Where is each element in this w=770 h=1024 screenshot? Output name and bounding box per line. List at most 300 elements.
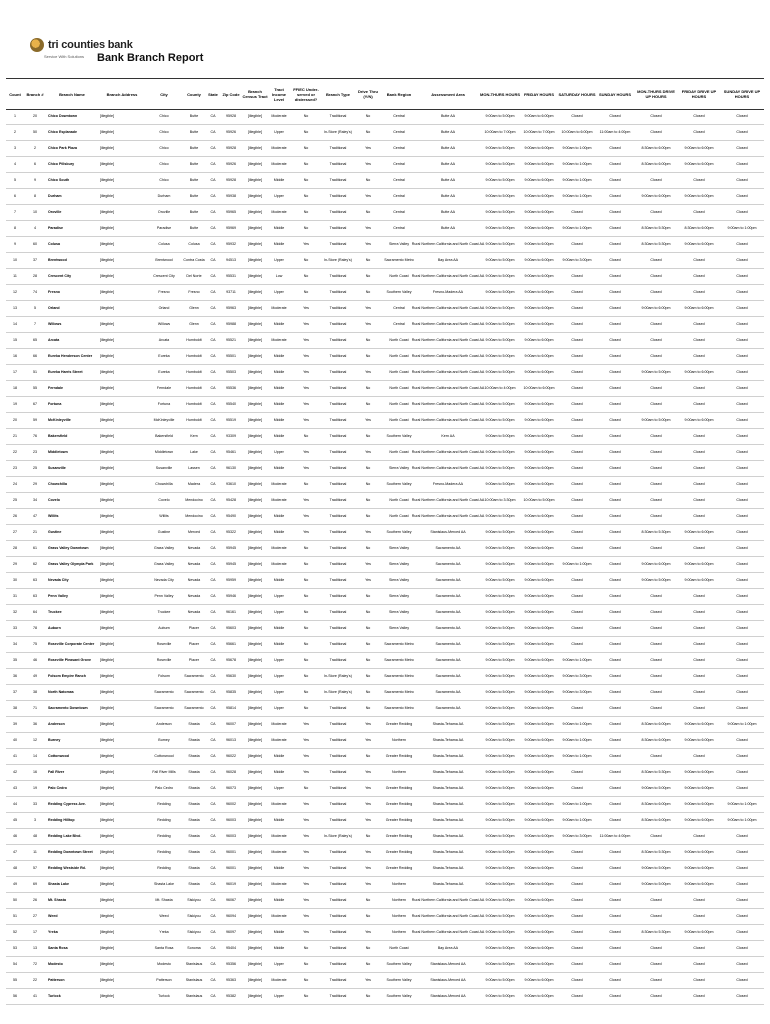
table-cell: [illegible] bbox=[248, 338, 262, 342]
table-cell: 49 bbox=[13, 882, 17, 886]
table-cell: Closed bbox=[650, 978, 662, 982]
table-cell: [illegible] bbox=[100, 242, 114, 246]
table-cell: Greater Redding bbox=[385, 834, 413, 838]
table-cell: Northern bbox=[392, 738, 406, 742]
table-cell: Closed bbox=[609, 722, 621, 726]
table-cell: Middle bbox=[273, 578, 285, 582]
table-cell: 9:00am to 5:00pm bbox=[641, 786, 671, 790]
table-cell: Closed bbox=[693, 290, 705, 294]
table-cell: 11:00am to 4:00pm bbox=[599, 130, 631, 134]
table-cell: 29 bbox=[33, 482, 37, 486]
table-row bbox=[6, 524, 764, 541]
table-cell: Closed bbox=[571, 450, 583, 454]
table-cell: Traditional bbox=[329, 194, 347, 198]
table-cell: 38 bbox=[13, 706, 17, 710]
table-cell: Closed bbox=[609, 994, 621, 998]
table-cell: CA bbox=[210, 546, 216, 550]
table-cell: [illegible] bbox=[100, 434, 114, 438]
table-cell: 95461 bbox=[226, 450, 236, 454]
table-cell: Yes bbox=[303, 354, 309, 358]
table-cell: 9:00am to 6:00pm bbox=[524, 594, 554, 598]
table-row bbox=[6, 124, 764, 141]
column-header: Branch Census Tract bbox=[242, 89, 268, 99]
table-cell: 31 bbox=[13, 594, 17, 598]
table-cell: 16 bbox=[33, 770, 37, 774]
table-cell: Closed bbox=[650, 258, 662, 262]
table-cell: [illegible] bbox=[248, 594, 262, 598]
table-cell: [illegible] bbox=[100, 354, 114, 358]
table-cell: Rural Northern California and North Coast AA bbox=[411, 386, 485, 390]
table-cell: Yes bbox=[365, 722, 371, 726]
table-cell: 95404 bbox=[226, 946, 236, 950]
table-cell: CA bbox=[210, 514, 216, 518]
table-cell: Closed bbox=[609, 930, 621, 934]
table-cell: 45 bbox=[13, 818, 17, 822]
table-cell: Upper bbox=[274, 994, 284, 998]
table-cell: Closed bbox=[609, 242, 621, 246]
table-cell: Middletown bbox=[154, 450, 174, 454]
table-cell: 28 bbox=[33, 274, 37, 278]
table-cell: 9:00am to 5:00pm bbox=[485, 866, 515, 870]
table-cell: Chico Esplanade bbox=[48, 130, 77, 134]
table-cell: 36 bbox=[33, 722, 37, 726]
table-cell: [illegible] bbox=[100, 466, 114, 470]
table-cell: Traditional bbox=[329, 962, 347, 966]
table-cell: Moderate bbox=[271, 498, 287, 502]
table-cell: Brentwood bbox=[155, 258, 173, 262]
table-cell: Gustine bbox=[157, 530, 171, 534]
table-cell: Closed bbox=[693, 642, 705, 646]
table-cell: Closed bbox=[693, 450, 705, 454]
table-row bbox=[6, 972, 764, 989]
table-cell: No bbox=[365, 498, 371, 502]
table-cell: 51 bbox=[33, 370, 37, 374]
table-cell: 9:00am to 6:00pm bbox=[524, 850, 554, 854]
table-cell: 8:30am to 6:00pm bbox=[641, 146, 671, 150]
table-cell: Nevada bbox=[187, 578, 201, 582]
table-cell: 9:00am to 6:00pm bbox=[524, 738, 554, 742]
table-cell: 8:30am to 5:30pm bbox=[641, 242, 671, 246]
column-header: SATURDAY HOURS bbox=[558, 91, 596, 97]
table-cell: Closed bbox=[609, 594, 621, 598]
table-cell: [illegible] bbox=[248, 162, 262, 166]
table-cell: Closed bbox=[571, 914, 583, 918]
table-cell: Closed bbox=[650, 674, 662, 678]
bank-name: tri counties bank bbox=[48, 39, 133, 51]
table-cell: North Coast bbox=[389, 338, 409, 342]
table-cell: No bbox=[303, 658, 309, 662]
table-cell: [illegible] bbox=[100, 114, 114, 118]
table-cell: 9:00am to 1:00pm bbox=[562, 818, 592, 822]
table-cell: Butte bbox=[189, 226, 199, 230]
table-cell: CA bbox=[210, 802, 216, 806]
table-cell: No bbox=[303, 946, 309, 950]
table-cell: Closed bbox=[609, 818, 621, 822]
table-cell: CA bbox=[210, 994, 216, 998]
table-cell: 8:30am to 6:00pm bbox=[641, 738, 671, 742]
table-cell: [illegible] bbox=[100, 962, 114, 966]
table-cell: Central bbox=[393, 306, 405, 310]
table-cell: 9:00am to 5:00pm bbox=[641, 370, 671, 374]
table-cell: 9:00am to 6:00pm bbox=[524, 578, 554, 582]
table-cell: No bbox=[365, 690, 371, 694]
table-cell: Closed bbox=[650, 610, 662, 614]
table-cell: 8 bbox=[34, 194, 36, 198]
table-cell: [illegible] bbox=[100, 946, 114, 950]
table-cell: Closed bbox=[736, 626, 748, 630]
table-cell: Closed bbox=[571, 898, 583, 902]
table-cell: [illegible] bbox=[100, 562, 114, 566]
table-cell: 9:00am to 5:00pm bbox=[485, 610, 515, 614]
table-cell: 95814 bbox=[226, 706, 236, 710]
table-cell: Northern bbox=[392, 770, 406, 774]
table-cell: CA bbox=[210, 898, 216, 902]
table-cell: Closed bbox=[609, 690, 621, 694]
table-cell: Yes bbox=[365, 818, 371, 822]
table-cell: Truckee bbox=[157, 610, 171, 614]
table-cell: Closed bbox=[736, 786, 748, 790]
table-cell: Closed bbox=[736, 946, 748, 950]
table-cell: 9:00am to 6:00pm bbox=[524, 882, 554, 886]
table-cell: 8:30am to 6:00pm bbox=[684, 226, 714, 230]
table-cell: 12 bbox=[13, 290, 17, 294]
table-cell: 95926 bbox=[226, 130, 236, 134]
table-cell: Yes bbox=[303, 338, 309, 342]
table-cell: Shasta-Tehama AA bbox=[432, 866, 464, 870]
table-cell: Lake bbox=[190, 450, 198, 454]
table-cell: [illegible] bbox=[100, 258, 114, 262]
table-cell: Stanislaus-Merced AA bbox=[430, 978, 466, 982]
table-cell: Moderate bbox=[271, 882, 287, 886]
table-cell: Butte bbox=[189, 162, 199, 166]
table-cell: No bbox=[303, 274, 309, 278]
table-cell: Closed bbox=[571, 338, 583, 342]
table-cell: 9:00am to 6:00pm bbox=[524, 802, 554, 806]
table-cell: Middle bbox=[273, 322, 285, 326]
table-cell: No bbox=[303, 178, 309, 182]
table-cell: Traditional bbox=[329, 322, 347, 326]
table-cell: Shasta-Tehama AA bbox=[432, 802, 464, 806]
table-row bbox=[6, 316, 764, 333]
column-header: MON-THURS DRIVE UP HOURS bbox=[637, 89, 675, 99]
table-cell: Traditional bbox=[329, 946, 347, 950]
table-cell: 9:00am to 5:00pm bbox=[485, 626, 515, 630]
table-cell: Crescent City bbox=[48, 274, 72, 278]
table-cell: Butte bbox=[189, 130, 199, 134]
table-cell: Traditional bbox=[329, 754, 347, 758]
table-cell: Closed bbox=[736, 178, 748, 182]
table-cell: Central bbox=[393, 194, 405, 198]
table-cell: 56 bbox=[13, 994, 17, 998]
table-cell: 9:00am to 6:00pm bbox=[641, 562, 671, 566]
table-cell: 9:00am to 1:00pm bbox=[562, 802, 592, 806]
table-cell: 9:00am to 5:00pm bbox=[485, 642, 515, 646]
table-cell: CA bbox=[210, 786, 216, 790]
table-cell: Oroville bbox=[48, 210, 62, 214]
table-cell: 6 bbox=[34, 162, 36, 166]
table-cell: 9:00am to 5:00pm bbox=[485, 322, 515, 326]
table-cell: Traditional bbox=[329, 642, 347, 646]
table-cell: Shasta-Tehama AA bbox=[432, 850, 464, 854]
column-header: Drive Thru (Y/N) bbox=[357, 89, 378, 99]
table-cell: Folsom bbox=[158, 674, 170, 678]
table-cell: 10:00am to 4:00pm bbox=[484, 386, 516, 390]
table-cell: Closed bbox=[736, 962, 748, 966]
table-cell: Closed bbox=[693, 626, 705, 630]
table-cell: Closed bbox=[609, 146, 621, 150]
table-cell: 9:00am to 6:00pm bbox=[524, 914, 554, 918]
table-cell: 8:30am to 5:30pm bbox=[641, 226, 671, 230]
table-cell: Yes bbox=[303, 722, 309, 726]
table-cell: No bbox=[365, 386, 371, 390]
table-cell: 23 bbox=[13, 466, 17, 470]
table-cell: Durham bbox=[48, 194, 62, 198]
table-cell: Yes bbox=[365, 306, 371, 310]
table-cell: Rural Northern California and North Coast AA bbox=[411, 898, 485, 902]
table-cell: Rural Northern California and North Coast AA bbox=[411, 402, 485, 406]
table-cell: No bbox=[303, 674, 309, 678]
table-cell: Shasta-Tehama AA bbox=[432, 882, 464, 886]
table-cell: [illegible] bbox=[248, 322, 262, 326]
table-cell: Middle bbox=[273, 642, 285, 646]
table-cell: Yes bbox=[365, 242, 371, 246]
table-cell: No bbox=[365, 178, 371, 182]
table-cell: 9:00am to 1:00pm bbox=[562, 658, 592, 662]
table-cell: 9:00am to 6:00pm bbox=[524, 162, 554, 166]
table-cell: Nevada bbox=[187, 546, 201, 550]
table-cell: Closed bbox=[736, 290, 748, 294]
table-cell: Moderate bbox=[271, 834, 287, 838]
table-cell: No bbox=[303, 594, 309, 598]
table-cell: Yes bbox=[365, 578, 371, 582]
table-cell: Closed bbox=[693, 498, 705, 502]
table-cell: Southern Valley bbox=[386, 978, 412, 982]
table-cell: CA bbox=[210, 210, 216, 214]
table-cell: Shasta-Tehama AA bbox=[432, 722, 464, 726]
table-cell: Yes bbox=[303, 882, 309, 886]
table-cell: 9:00am to 5:00pm bbox=[485, 514, 515, 518]
table-cell: Closed bbox=[693, 354, 705, 358]
table-cell: Shasta bbox=[188, 754, 200, 758]
table-cell: Closed bbox=[571, 706, 583, 710]
table-cell: Nevada bbox=[187, 594, 201, 598]
table-cell: Middle bbox=[273, 818, 285, 822]
table-cell: Orland bbox=[48, 306, 60, 310]
table-cell: Closed bbox=[609, 674, 621, 678]
table-cell: Sacramento AA bbox=[435, 642, 461, 646]
table-cell: No bbox=[303, 130, 309, 134]
table-cell: [illegible] bbox=[100, 994, 114, 998]
table-cell: 9:00am to 6:00pm bbox=[524, 242, 554, 246]
table-cell: 9:00am to 1:00pm bbox=[562, 178, 592, 182]
table-cell: Stanislaus bbox=[185, 978, 203, 982]
table-cell: Closed bbox=[736, 770, 748, 774]
table-cell: Yes bbox=[365, 322, 371, 326]
table-cell: 95945 bbox=[226, 546, 236, 550]
table-cell: 9:00am to 5:00pm bbox=[485, 162, 515, 166]
table-cell: Sacramento AA bbox=[435, 658, 461, 662]
table-cell: 9:00am to 6:00pm bbox=[524, 786, 554, 790]
table-cell: [illegible] bbox=[248, 226, 262, 230]
table-cell: 9:00am to 6:00pm bbox=[684, 770, 714, 774]
table-cell: Upper bbox=[274, 290, 284, 294]
table-cell: Closed bbox=[650, 962, 662, 966]
table-cell: Oroville bbox=[157, 210, 171, 214]
table-cell: Closed bbox=[609, 610, 621, 614]
table-cell: Siskiyou bbox=[187, 930, 201, 934]
table-cell: Closed bbox=[693, 690, 705, 694]
table-cell: 9:00am to 5:00pm bbox=[485, 466, 515, 470]
table-cell: 34 bbox=[13, 642, 17, 646]
table-cell: Rural Northern California and North Coast AA bbox=[411, 354, 485, 358]
table-cell: CA bbox=[210, 706, 216, 710]
table-row bbox=[6, 188, 764, 205]
table-cell: Closed bbox=[571, 530, 583, 534]
column-header: Zip Code bbox=[222, 91, 240, 97]
table-cell: Bakersfield bbox=[48, 434, 68, 438]
table-cell: [illegible] bbox=[248, 658, 262, 662]
table-cell: 72 bbox=[33, 962, 37, 966]
table-cell: [illegible] bbox=[248, 578, 262, 582]
table-cell: Middle bbox=[273, 370, 285, 374]
table-cell: 95630 bbox=[226, 674, 236, 678]
table-cell: Ferndale bbox=[156, 386, 172, 390]
table-cell: North Coast bbox=[389, 386, 409, 390]
table-row bbox=[6, 700, 764, 717]
table-cell: Closed bbox=[650, 514, 662, 518]
table-cell: Moderate bbox=[271, 306, 287, 310]
table-cell: Upper bbox=[274, 594, 284, 598]
table-cell: 96097 bbox=[226, 930, 236, 934]
table-cell: 9:00am to 6:00pm bbox=[524, 674, 554, 678]
table-cell: Middle bbox=[273, 898, 285, 902]
table-cell: CA bbox=[210, 930, 216, 934]
table-cell: Placer bbox=[188, 658, 200, 662]
table-cell: Moderate bbox=[271, 802, 287, 806]
table-cell: 60 bbox=[33, 242, 37, 246]
table-row bbox=[6, 140, 764, 157]
table-cell: Central bbox=[393, 114, 405, 118]
table-cell: Sacramento bbox=[184, 674, 204, 678]
table-cell: [illegible] bbox=[100, 770, 114, 774]
table-cell: 67 bbox=[33, 402, 37, 406]
table-cell: No bbox=[365, 546, 371, 550]
table-cell: Kern AA bbox=[441, 434, 455, 438]
column-header: MON-THURS HOURS bbox=[480, 91, 520, 97]
table-cell: 9:00am to 5:00pm bbox=[485, 194, 515, 198]
table-cell: Southern Valley bbox=[386, 530, 412, 534]
table-cell: [illegible] bbox=[100, 722, 114, 726]
table-cell: 9:00am to 6:00pm bbox=[684, 530, 714, 534]
table-row bbox=[6, 604, 764, 621]
report-title: Bank Branch Report bbox=[97, 52, 204, 64]
table-cell: 95490 bbox=[226, 514, 236, 518]
table-cell: 9:00am to 5:00pm bbox=[641, 866, 671, 870]
table-cell: 44 bbox=[13, 802, 17, 806]
table-cell: 95835 bbox=[226, 690, 236, 694]
table-cell: Colusa bbox=[188, 242, 200, 246]
table-cell: Closed bbox=[736, 114, 748, 118]
table-cell: Closed bbox=[571, 786, 583, 790]
table-cell: Closed bbox=[693, 978, 705, 982]
table-cell: [illegible] bbox=[248, 946, 262, 950]
table-cell: Yes bbox=[365, 226, 371, 230]
table-cell: 29 bbox=[13, 562, 17, 566]
table-row bbox=[6, 156, 764, 173]
table-row bbox=[6, 988, 764, 1005]
table-cell: Traditional bbox=[329, 306, 347, 310]
table-cell: 9:00am to 6:00pm bbox=[524, 546, 554, 550]
table-cell: Closed bbox=[736, 242, 748, 246]
table-cell: [illegible] bbox=[100, 914, 114, 918]
table-cell: Traditional bbox=[329, 370, 347, 374]
table-cell: Closed bbox=[609, 578, 621, 582]
table-cell: Greater Redding bbox=[385, 802, 413, 806]
table-cell: Closed bbox=[609, 498, 621, 502]
table-cell: 9:00am to 5:00pm bbox=[485, 258, 515, 262]
table-cell: Sierra Valley bbox=[388, 466, 410, 470]
table-cell: [illegible] bbox=[248, 642, 262, 646]
table-cell: Eureka Henderson Center bbox=[48, 354, 93, 358]
table-cell: Closed bbox=[650, 546, 662, 550]
table-cell: Closed bbox=[609, 370, 621, 374]
table-cell: Sierra Valley bbox=[388, 626, 410, 630]
table-cell: 9:00am to 5:00pm bbox=[485, 306, 515, 310]
table-cell: 9:00am to 6:00pm bbox=[684, 562, 714, 566]
table-row bbox=[6, 204, 764, 221]
table-cell: Closed bbox=[736, 258, 748, 262]
table-cell: North Coast bbox=[389, 498, 409, 502]
table-cell: No bbox=[303, 626, 309, 630]
table-cell: 55 bbox=[33, 386, 37, 390]
table-cell: Closed bbox=[650, 658, 662, 662]
table-cell: Modesto bbox=[48, 962, 63, 966]
table-cell: Rural Northern California and North Coast AA bbox=[411, 450, 485, 454]
table-cell: [illegible] bbox=[248, 434, 262, 438]
table-cell: [illegible] bbox=[248, 274, 262, 278]
table-cell: 37 bbox=[13, 690, 17, 694]
table-cell: McKinleyville bbox=[153, 418, 175, 422]
table-cell: Yes bbox=[303, 386, 309, 390]
table-cell: 57 bbox=[33, 866, 37, 870]
table-cell: No bbox=[303, 210, 309, 214]
table-cell: Moderate bbox=[271, 914, 287, 918]
table-cell: CA bbox=[210, 162, 216, 166]
table-cell: 48 bbox=[13, 866, 17, 870]
table-cell: Paradise bbox=[156, 226, 172, 230]
table-cell: Chico Park Plaza bbox=[48, 146, 77, 150]
table-cell: North Coast bbox=[389, 370, 409, 374]
table-cell: [illegible] bbox=[248, 866, 262, 870]
table-cell: 95946 bbox=[226, 594, 236, 598]
table-cell: Butte bbox=[189, 194, 199, 198]
table-cell: Traditional bbox=[329, 402, 347, 406]
table-cell: 96161 bbox=[226, 610, 236, 614]
table-cell: Yes bbox=[303, 450, 309, 454]
table-row bbox=[6, 588, 764, 605]
table-cell: Middle bbox=[273, 242, 285, 246]
table-cell: Sacramento AA bbox=[435, 578, 461, 582]
table-cell: Covelo bbox=[48, 498, 60, 502]
table-cell: Upper bbox=[274, 610, 284, 614]
table-cell: Fall River bbox=[48, 770, 65, 774]
table-cell: CA bbox=[210, 146, 216, 150]
table-cell: Central bbox=[393, 130, 405, 134]
table-cell: Folsom Empire Ranch bbox=[48, 674, 86, 678]
table-cell: 9:00am to 5:00pm bbox=[485, 658, 515, 662]
table-cell: Brentwood bbox=[48, 258, 67, 262]
table-cell: 11 bbox=[33, 850, 37, 854]
